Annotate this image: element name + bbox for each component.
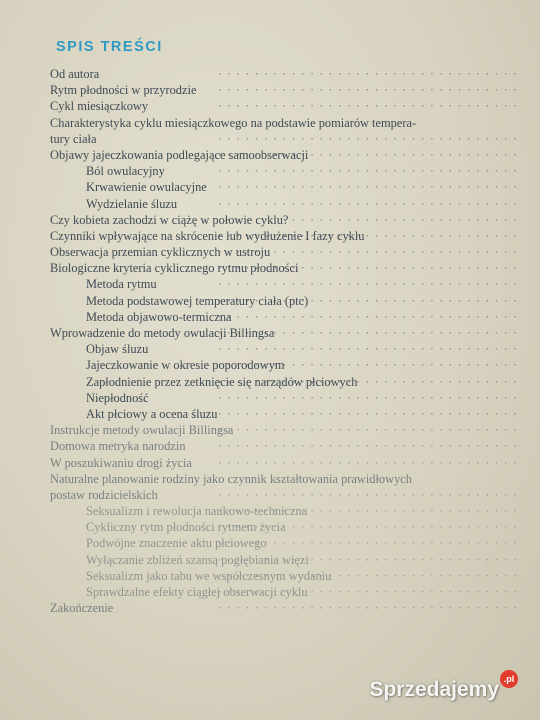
toc-entry-title: Metoda rytmu: [86, 277, 157, 292]
toc-entry: [48, 98, 518, 114]
toc-entry-title: Charakterystyka cyklu miesiączkowego na podstawie pomiarów tempera-: [50, 115, 417, 130]
toc-entry: [48, 131, 518, 147]
toc-entry: [48, 487, 518, 503]
toc-entry-title: Domowa metryka narodzin: [50, 439, 186, 454]
toc-entry-title: Obserwacja przemian cyklicznych w ustroju: [50, 245, 271, 260]
toc-entry-title: Ból owulacyjny: [86, 164, 165, 179]
toc-entry: [48, 374, 518, 390]
toc-entry: [48, 406, 518, 422]
toc-entry-title: Krwawienie owulacyjne: [86, 180, 207, 195]
toc-entry: [48, 309, 518, 325]
toc-entry: [48, 503, 518, 519]
toc-entry-title: Wydzielanie śluzu: [86, 196, 178, 211]
toc-entry: [48, 179, 518, 195]
toc-entry: [48, 552, 518, 568]
toc-entry: [48, 66, 518, 82]
toc-entry: [48, 422, 518, 438]
toc-entry-title: Akt płciowy a ocena śluzu: [86, 406, 218, 421]
toc-entry: [48, 293, 518, 309]
toc-entry: [48, 568, 518, 584]
toc-entry-title: Niepłodność: [86, 390, 149, 405]
toc-entry: [48, 584, 518, 600]
toc-entry-title: Od autora: [50, 67, 100, 81]
toc-entry-title: Sprawdzalne efekty ciągłej obserwacji cyklu: [86, 585, 308, 599]
toc-entry-title: Cykliczny rytm płodności rytmem życia: [86, 520, 286, 535]
toc-entry-title: Zakończenie: [50, 601, 114, 616]
table-of-contents: [48, 66, 518, 616]
toc-entry: [48, 147, 518, 163]
toc-entry: [48, 163, 518, 179]
toc-entry-title: tury ciała: [50, 131, 97, 146]
toc-entry-title: Objawy jajeczkowania podlegające samoobserwacji: [50, 147, 309, 162]
toc-entry: [48, 212, 518, 228]
toc-entry-title: postaw rodzicielskich: [50, 487, 158, 502]
toc-entry: [48, 325, 518, 341]
toc-entry: [48, 82, 518, 98]
toc-entry: [48, 438, 518, 454]
toc-entry-title: Cykl miesiączkowy: [50, 99, 149, 114]
toc-entry-title: Metoda podstawowej temperatury ciała (ptc): [86, 293, 309, 308]
toc-entry-title: Biologiczne kryteria cyklicznego rytmu płodności: [50, 261, 299, 276]
page-title: SPIS TREŚCI: [56, 39, 163, 55]
toc-entry: [48, 276, 518, 292]
toc-entry: [48, 455, 518, 471]
toc-entry-title: Metoda objawowo-termiczna: [86, 309, 232, 324]
toc-entry: [48, 341, 518, 357]
toc-entry-title: Instrukcje metody owulacji Billingsa: [50, 423, 234, 438]
toc-entry: [48, 115, 518, 131]
toc-entry: [48, 228, 518, 244]
toc-entry-title: Rytm płodności w przyrodzie: [50, 83, 197, 98]
toc-entry-title: Wprowadzenie do metody owulacji Billingsa: [50, 326, 275, 340]
toc-entry-title: Podwójne znaczenie aktu płciowego: [86, 536, 267, 551]
watermark-logo: [369, 674, 518, 702]
toc-entry: [48, 390, 518, 406]
toc-entry-title: Wyłączanie zbliżeń szansą pogłębiania więzi: [86, 552, 309, 567]
toc-entry: [48, 260, 518, 276]
watermark-badge: .pl: [500, 670, 518, 688]
toc-entry-title: Seksualizm jako tabu we współczesnym wydaniu: [86, 568, 332, 583]
toc-entry: [48, 357, 518, 373]
toc-entry-title: W poszukiwaniu drogi życia: [50, 455, 192, 470]
toc-entry: [48, 471, 518, 487]
toc-entry-title: Naturalne planowanie rodziny jako czynnik kształtowania prawidłowych: [50, 471, 412, 486]
toc-entry-title: Jajeczkowanie w okresie poporodowym: [86, 358, 285, 373]
toc-entry: [48, 196, 518, 212]
toc-entry: [48, 244, 518, 260]
toc-entry-title: Czynniki wpływające na skrócenie lub wydłużenie I fazy cyklu: [50, 228, 365, 243]
toc-entry: [48, 535, 518, 551]
toc-entry: [48, 519, 518, 535]
toc-entry: [48, 600, 518, 616]
watermark-text: Sprzedajemy: [369, 678, 499, 701]
toc-entry-title: Objaw śluzu: [86, 342, 149, 357]
toc-entry-title: Zapłodnienie przez zetknięcie się narządów płciowych: [86, 374, 358, 389]
toc-entry-title: Seksualizm i rewolucja naukowo-techniczna: [86, 504, 308, 519]
toc-entry-title: Czy kobieta zachodzi w ciążę w połowie cyklu?: [50, 212, 289, 227]
